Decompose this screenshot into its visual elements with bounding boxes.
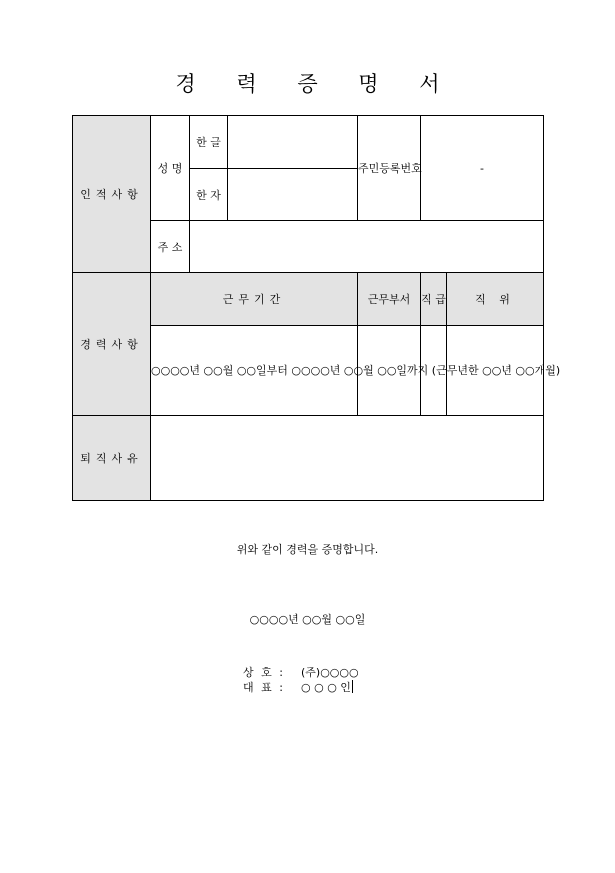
position-header: 직 위 xyxy=(447,273,544,326)
issue-date: ○○○○년 ○○월 ○○일 xyxy=(249,613,366,626)
period-field[interactable]: ○○○○년 ○○월 ○○일부터 ○○○○년 ○○월 ○○일까지 (근무년한 ○○년 ○○개월) xyxy=(151,326,358,416)
rrn-field[interactable]: - xyxy=(421,116,544,221)
company-row xyxy=(243,664,359,680)
company-value: (주)○○○○ xyxy=(301,666,359,679)
document-title: 경 력 증 명 서 xyxy=(175,72,457,96)
career-certificate-form xyxy=(72,115,561,501)
representative-row xyxy=(243,679,353,695)
company-label: 상 호 : xyxy=(243,666,285,679)
text-cursor-icon xyxy=(352,680,353,693)
hanja-name-field[interactable] xyxy=(228,169,358,221)
name-label: 성 명 xyxy=(151,116,190,221)
representative-value: ○ ○ ○ 인 xyxy=(301,681,351,694)
resignation-label: 퇴직사유 xyxy=(73,416,151,501)
resignation-reason-field[interactable] xyxy=(151,416,544,501)
hangul-label: 한 글 xyxy=(190,116,228,169)
period-header: 근무기간 xyxy=(151,273,358,326)
department-header: 근무부서 xyxy=(358,273,421,326)
rrn-label: 주민등록번호 xyxy=(358,116,421,221)
career-info-label: 경력사항 xyxy=(73,273,151,416)
representative-label: 대 표 : xyxy=(243,681,285,694)
hangul-name-field[interactable] xyxy=(228,116,358,169)
address-field[interactable] xyxy=(190,221,544,273)
rank-header: 직 급 xyxy=(421,273,447,326)
personal-info-label: 인적사항 xyxy=(73,116,151,273)
confirmation-statement: 위와 같이 경력을 증명합니다. xyxy=(236,543,379,556)
address-label: 주 소 xyxy=(151,221,190,273)
hanja-label: 한 자 xyxy=(190,169,228,221)
